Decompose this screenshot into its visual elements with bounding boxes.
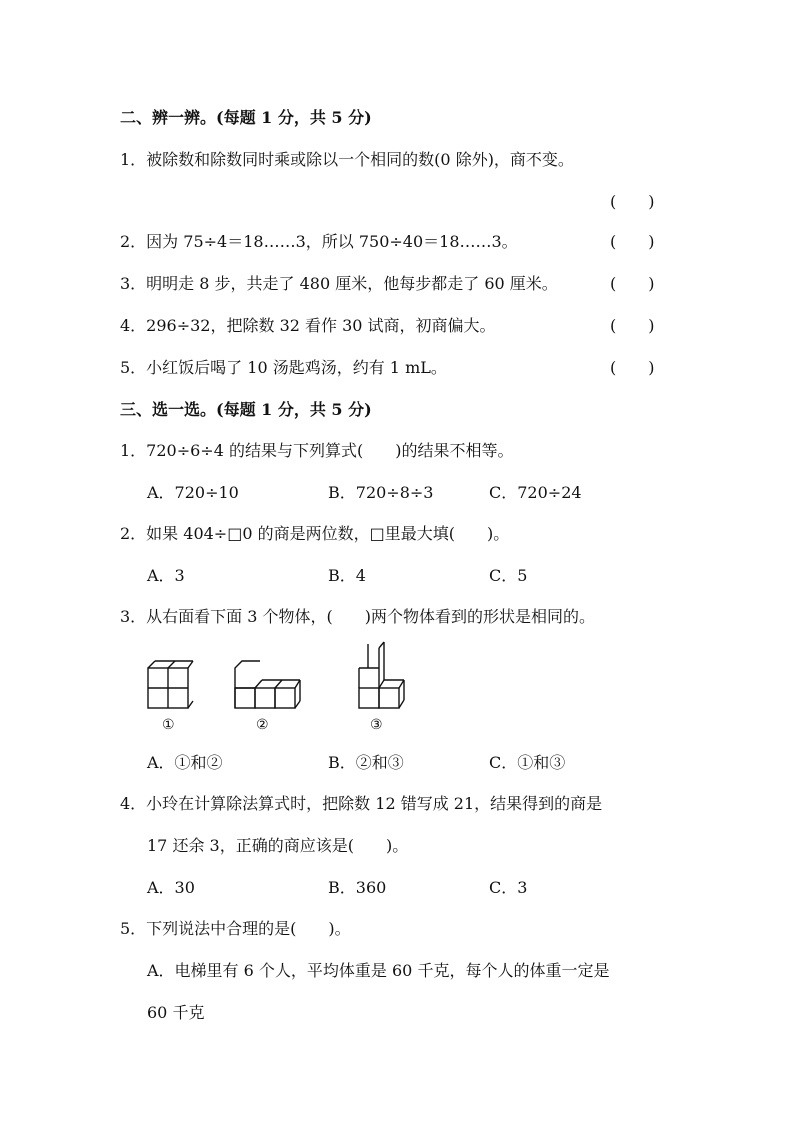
q5-option-a-line1[interactable]: A．电梯里有 6 个人，平均体重是 60 千克，每个人的体重一定是: [147, 961, 610, 980]
q2-option-c[interactable]: C．5: [489, 566, 528, 585]
q2-option-a[interactable]: A．3: [147, 566, 185, 585]
q2-option-b[interactable]: B．4: [328, 566, 366, 585]
judge-answer-blank-4[interactable]: ( ): [610, 316, 655, 335]
q1-option-c[interactable]: C．720÷24: [489, 483, 582, 502]
q4-option-b[interactable]: B．360: [328, 878, 387, 897]
figure-label-2: ②: [256, 717, 269, 733]
figure-label-3: ③: [370, 717, 383, 733]
cube-figure-2: [232, 658, 302, 710]
choice-question-5: 5．下列说法中合理的是( )。: [120, 919, 351, 938]
cube-figure-1: [145, 658, 195, 710]
section3-heading: 三、选一选。(每题 1 分，共 5 分): [120, 400, 372, 419]
judge-answer-blank-5[interactable]: ( ): [610, 358, 655, 377]
cube-figure-2-drawing: [232, 658, 302, 710]
choice-question-1: 1．720÷6÷4 的结果与下列算式( )的结果不相等。: [120, 441, 514, 460]
judge-item-2: 2．因为 75÷4＝18……3，所以 750÷40＝18……3。: [120, 232, 518, 251]
q5-option-a-line2[interactable]: 60 千克: [147, 1003, 205, 1022]
choice-question-2: 2．如果 404÷□0 的商是两位数，□里最大填( )。: [120, 524, 510, 543]
choice-question-4-line1: 4．小玲在计算除法算式时，把除数 12 错写成 21，结果得到的商是: [120, 794, 603, 813]
section2-heading: 二、辨一辨。(每题 1 分，共 5 分): [120, 108, 372, 127]
figure-label-1: ①: [162, 717, 175, 733]
judge-item-1: 1．被除数和除数同时乘或除以一个相同的数(0 除外)，商不变。: [120, 150, 574, 169]
judge-item-5: 5．小红饭后喝了 10 汤匙鸡汤，约有 1 mL。: [120, 358, 447, 377]
judge-item-3: 3．明明走 8 步，共走了 480 厘米，他每步都走了 60 厘米。: [120, 274, 558, 293]
q4-option-c[interactable]: C．3: [489, 878, 528, 897]
cube-figure-3: [356, 640, 406, 710]
cube-figure-3-drawing: [356, 640, 406, 710]
cube-figure-1-drawing: [145, 658, 195, 710]
q4-option-a[interactable]: A．30: [147, 878, 195, 897]
q3-option-b[interactable]: B．②和③: [328, 753, 404, 772]
q1-option-a[interactable]: A．720÷10: [147, 483, 239, 502]
choice-question-4-line2: 17 还余 3，正确的商应该是( )。: [147, 836, 409, 855]
choice-question-3: 3．从右面看下面 3 个物体，( )两个物体看到的形状是相同的。: [120, 607, 596, 626]
judge-item-4: 4．296÷32，把除数 32 看作 30 试商，初商偏大。: [120, 316, 496, 335]
judge-answer-blank-1[interactable]: ( ): [610, 192, 655, 211]
q1-option-b[interactable]: B．720÷8÷3: [328, 483, 434, 502]
q3-option-a[interactable]: A．①和②: [147, 753, 223, 772]
judge-answer-blank-2[interactable]: ( ): [610, 232, 655, 251]
q3-option-c[interactable]: C．①和③: [489, 753, 566, 772]
judge-answer-blank-3[interactable]: ( ): [610, 274, 655, 293]
